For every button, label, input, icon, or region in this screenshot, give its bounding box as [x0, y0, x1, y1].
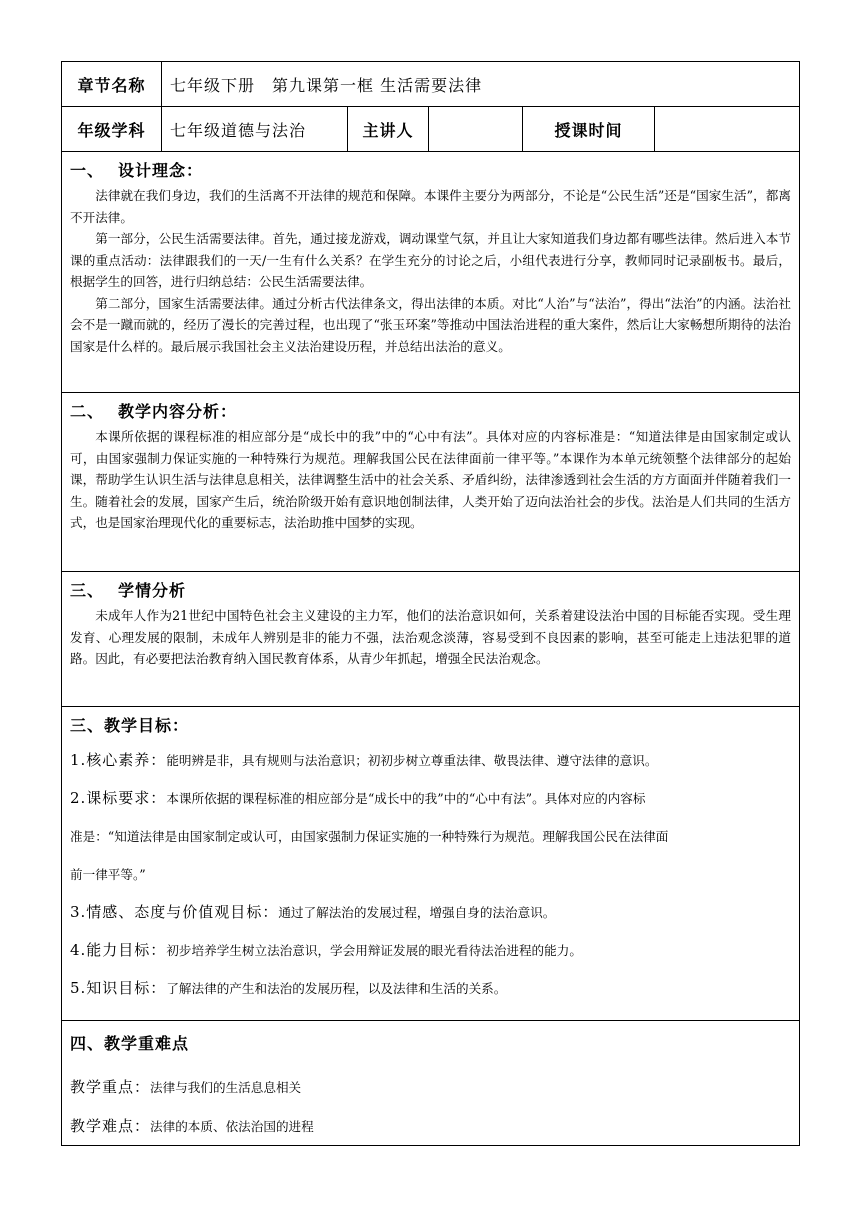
goal-2-text-3: 前一律平等。” [70, 867, 146, 882]
key-point-label: 教学重点： [70, 1078, 151, 1096]
goal-3-label: 3.情感、态度与价值观目标： [70, 903, 279, 921]
goal-2-text-2: 准是：“知道法律是由国家制定或认可，由国家强制力保证实施的一种特殊行为规范。理解我国公民在法律面 [70, 829, 669, 844]
student-section [62, 572, 800, 707]
content-paragraph: 本课所依据的课程标准的相应部分是“成长中的我”中的“心中有法”。具体对应的内容标准是：“知道法律是由国家制定或认可，由国家强制力保证实施的一种特殊行为规范。理解我国公民在法律面前一律平等。”本课作为本单元统领整个法律部分的起始课，帮助学生认识生活与法律息息相关，法律调整生活中的社会关系、矛盾纠纷，法律渗透到社会生活的方方面面并伴随着我们一生。随着社会的发展，国家产生后，统治阶级开始有意识地创制法律，人类开始了迈向法治社会的步伐。法治是人们共同的生活方式，也是国家治理现代化的重要标志，法治助推中国梦的实现。 [70, 429, 791, 530]
keypoints-heading: 四、教学重难点 [70, 1034, 190, 1053]
key-point-text: 法律与我们的生活息息相关 [150, 1080, 302, 1095]
content-num: 二、 [70, 402, 105, 421]
goal-1 [70, 750, 791, 771]
grade-value: 七年级道德与法治 [162, 107, 348, 152]
goal-2-text-1: 本课所依据的课程标准的相应部分是“成长中的我”中的“心中有法”。具体对应的内容标 [166, 791, 646, 806]
time-value [655, 107, 800, 152]
chapter-row [62, 62, 800, 107]
design-paragraph-2: 第一部分，公民生活需要法律。首先，通过接龙游戏，调动课堂气氛，并且让大家知道我们身边都有哪些法律。然后进入本节课的重点活动：法律跟我们的一天/一生有什么关系？在学生充分的讨论之后，小组代表进行分享，教师同时记录副板书。最后，根据学生的回答，进行归纳总结：公民生活需要法律。 [70, 231, 791, 289]
keypoints-section [62, 1021, 800, 1146]
content-title: 教学内容分析： [118, 402, 238, 421]
difficult-point [70, 1115, 791, 1136]
key-point [70, 1076, 791, 1097]
goal-1-text: 能明辨是非，具有规则与法治意识；初初步树立尊重法律、敬畏法律、遵守法律的意识。 [166, 753, 658, 768]
goals-heading: 三、教学目标： [70, 716, 190, 735]
goal-2 [70, 788, 791, 809]
lesson-plan-sheet [61, 61, 799, 1146]
goals-section-row [62, 707, 800, 1021]
goals-section [62, 707, 800, 1021]
student-num: 三、 [70, 581, 105, 600]
goal-2-label: 2.课标要求： [70, 789, 167, 807]
goal-4-label: 4.能力目标： [70, 941, 167, 959]
goal-4-text: 初步培养学生树立法治意识，学会用辩证发展的眼光看待法治进程的能力。 [166, 943, 582, 958]
design-paragraph-3: 第二部分，国家生活需要法律。通过分析古代法律条文，得出法律的本质。对比“人治”与“法治”，得出“法治”的内涵。法治社会不是一蹴而就的，经历了漫长的完善过程，也出现了“张玉环案”等推动中国法治进程的重大案件，然后让大家畅想所期待的法治国家是什么样的。最后展示我国社会主义法治建设历程，并总结出法治的意义。 [70, 295, 791, 354]
student-title: 学情分析 [118, 581, 187, 600]
goal-5-text: 了解法律的产生和法治的发展历程，以及法律和生活的关系。 [166, 981, 507, 996]
design-section-row [62, 152, 800, 393]
student-paragraph: 未成年人作为21世纪中国特色社会主义建设的主力军，他们的法治意识如何，关系着建设法治中国的目标能否实现。受生理发育、心理发展的限制，未成年人辨别是非的能力不强，法治观念淡薄，容易受到不良因素的影响，甚至可能走上违法犯罪的道路。因此，有必要把法治教育纳入国民教育体系，从青少年抓起，增强全民法治观念。 [70, 608, 791, 666]
grade-label: 年级学科 [62, 107, 162, 152]
design-num: 一、 [70, 161, 105, 180]
grade-row [62, 107, 800, 152]
difficult-point-text: 法律的本质、依法治国的进程 [150, 1119, 314, 1134]
lecturer-label: 主讲人 [348, 107, 429, 152]
content-section [62, 393, 800, 572]
chapter-label: 章节名称 [62, 62, 162, 107]
design-heading [70, 158, 791, 181]
content-section-row [62, 393, 800, 572]
design-section [62, 152, 800, 393]
student-heading [70, 578, 791, 601]
content-heading [70, 399, 791, 422]
student-section-row [62, 572, 800, 707]
chapter-value: 七年级下册 第九课第一框 生活需要法律 [162, 62, 800, 107]
goal-5 [70, 978, 791, 999]
design-paragraph-1: 法律就在我们身边，我们的生活离不开法律的规范和保障。本课件主要分为两部分，不论是“公民生活”还是“国家生活”，都离不开法律。 [70, 188, 791, 225]
lecturer-value [429, 107, 523, 152]
goal-3 [70, 902, 791, 923]
goal-3-text: 通过了解法治的发展过程，增强自身的法治意识。 [278, 905, 556, 920]
goal-5-label: 5.知识目标： [70, 979, 167, 997]
lesson-plan-table [61, 61, 800, 1146]
time-label: 授课时间 [523, 107, 655, 152]
goal-1-label: 1.核心素养： [70, 751, 167, 769]
design-title: 设计理念： [118, 161, 204, 180]
difficult-point-label: 教学难点： [70, 1117, 151, 1135]
goal-4 [70, 940, 791, 961]
keypoints-section-row [62, 1021, 800, 1146]
